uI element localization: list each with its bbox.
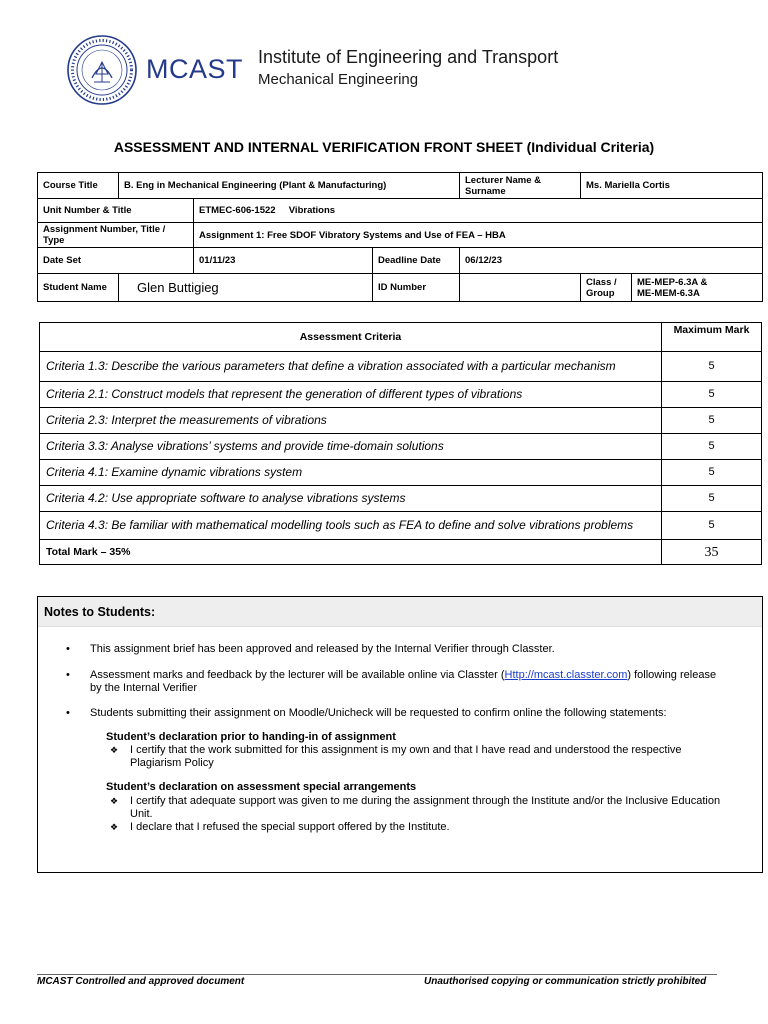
notes-bullet-1: This assignment brief has been approved and released by the Internal Verifier through Classter. — [90, 643, 555, 655]
lecturer-label: Lecturer Name & Surname — [460, 173, 581, 199]
classter-link[interactable]: Http://mcast.classter.com — [504, 669, 628, 681]
lecturer-value: Ms. Mariella Cortis — [581, 173, 763, 199]
criteria-mark: 5 — [662, 382, 762, 408]
total-label: Total Mark – 35% — [40, 540, 662, 565]
table-row — [40, 512, 762, 540]
criteria-header: Assessment Criteria — [40, 323, 662, 352]
declaration-title-2: Student’s declaration on assessment special arrangements — [106, 781, 417, 793]
unit-label: Unit Number & Title — [38, 199, 194, 223]
course-title-label: Course Title — [38, 173, 119, 199]
criteria-text: Criteria 4.3: Be familiar with mathematical modelling tools such as FEA to define and solve vibrations problems — [40, 512, 662, 540]
criteria-mark: 5 — [662, 460, 762, 486]
criteria-mark: 5 — [662, 408, 762, 434]
assignment-value: Assignment 1: Free SDOF Vibratory Systems and Use of FEA – HBA — [194, 223, 763, 248]
bullet-symbol: • — [66, 707, 70, 719]
notes-title: Notes to Students: — [38, 597, 762, 627]
college-seal-logo — [66, 34, 138, 106]
criteria-mark: 5 — [662, 512, 762, 540]
student-value: Glen Buttigieg — [119, 274, 373, 302]
assignment-label: Assignment Number, Title / Type — [38, 223, 194, 248]
class-value — [632, 274, 763, 302]
footer-divider — [37, 974, 717, 975]
criteria-text: Criteria 1.3: Describe the various parameters that define a vibration associated with a particular mechanism — [40, 352, 662, 382]
declaration-2-item-2: I declare that I refused the special support offered by the Institute. — [130, 821, 450, 833]
notes-bullet-2-text-end: ) following release by the Internal Verifier — [90, 669, 717, 694]
class-value-line2: ME-MEM-6.3A — [637, 287, 700, 299]
table-row — [40, 434, 762, 460]
unit-code: ETMEC-606-1522 — [199, 205, 276, 216]
class-label: Class / Group — [581, 274, 632, 302]
criteria-text: Criteria 2.3: Interpret the measurements of vibrations — [40, 408, 662, 434]
criteria-table — [39, 322, 762, 565]
class-value-line1: ME-MEP-6.3A & — [637, 276, 708, 288]
deadline-label: Deadline Date — [373, 248, 460, 274]
total-row — [40, 540, 762, 565]
declaration-title-1: Student’s declaration prior to handing-in of assignment — [106, 731, 396, 743]
department-title: Mechanical Engineering — [258, 71, 419, 88]
table-row — [40, 408, 762, 434]
table-row — [40, 352, 762, 382]
diamond-bullet-icon: ❖ — [110, 796, 119, 806]
max-mark-header: Maximum Mark — [662, 323, 762, 352]
criteria-text: Criteria 4.2: Use appropriate software to analyse vibrations systems — [40, 486, 662, 512]
table-row — [40, 460, 762, 486]
criteria-mark: 5 — [662, 486, 762, 512]
date-set-value: 01/11/23 — [194, 248, 373, 274]
criteria-mark: 5 — [662, 352, 762, 382]
criteria-text: Criteria 3.3: Analyse vibrations’ systems and provide time-domain solutions — [40, 434, 662, 460]
id-value — [460, 274, 581, 302]
unit-value — [194, 199, 763, 223]
date-set-label: Date Set — [38, 248, 194, 274]
page-title: ASSESSMENT AND INTERNAL VERIFICATION FRONT SHEET (Individual Criteria) — [113, 139, 655, 155]
notes-bullet-3: Students submitting their assignment on Moodle/Unicheck will be requested to confirm online the following statements: — [90, 707, 667, 719]
criteria-text: Criteria 2.1: Construct models that represent the generation of different types of vibrations — [40, 382, 662, 408]
bullet-symbol: • — [66, 669, 70, 681]
unit-title: Vibrations — [288, 205, 336, 216]
notes-bullet-2-text: Assessment marks and feedback by the lecturer will be available online via Classter ( — [90, 669, 505, 681]
declaration-1-item-1: I certify that the work submitted for this assignment is my own and that I have read and understood the respective Plagiarism Policy — [130, 744, 682, 769]
declaration-2-item-1: I certify that adequate support was given to me during the assignment through the Institute and/or the Inclusive Education Unit. — [130, 795, 721, 820]
diamond-bullet-icon: ❖ — [110, 745, 119, 755]
footer-right-text: Unauthorised copying or communication strictly prohibited — [424, 976, 707, 987]
bullet-symbol: • — [66, 643, 70, 655]
deadline-value: 06/12/23 — [460, 248, 763, 274]
table-row — [40, 486, 762, 512]
id-label: ID Number — [373, 274, 460, 302]
diamond-bullet-icon: ❖ — [110, 822, 119, 832]
logo-text: MCAST — [146, 54, 243, 84]
notes-bullet-2 — [90, 669, 730, 695]
criteria-text: Criteria 4.1: Examine dynamic vibrations system — [40, 460, 662, 486]
criteria-mark: 5 — [662, 434, 762, 460]
info-table — [37, 172, 763, 302]
student-label: Student Name — [38, 274, 119, 302]
total-value: 35 — [662, 540, 762, 565]
institute-title: Institute of Engineering and Transport — [258, 47, 559, 67]
table-row — [40, 382, 762, 408]
footer-left-text: MCAST Controlled and approved document — [37, 976, 245, 987]
course-title-value: B. Eng in Mechanical Engineering (Plant & Manufacturing) — [119, 173, 460, 199]
notes-box — [37, 596, 763, 873]
